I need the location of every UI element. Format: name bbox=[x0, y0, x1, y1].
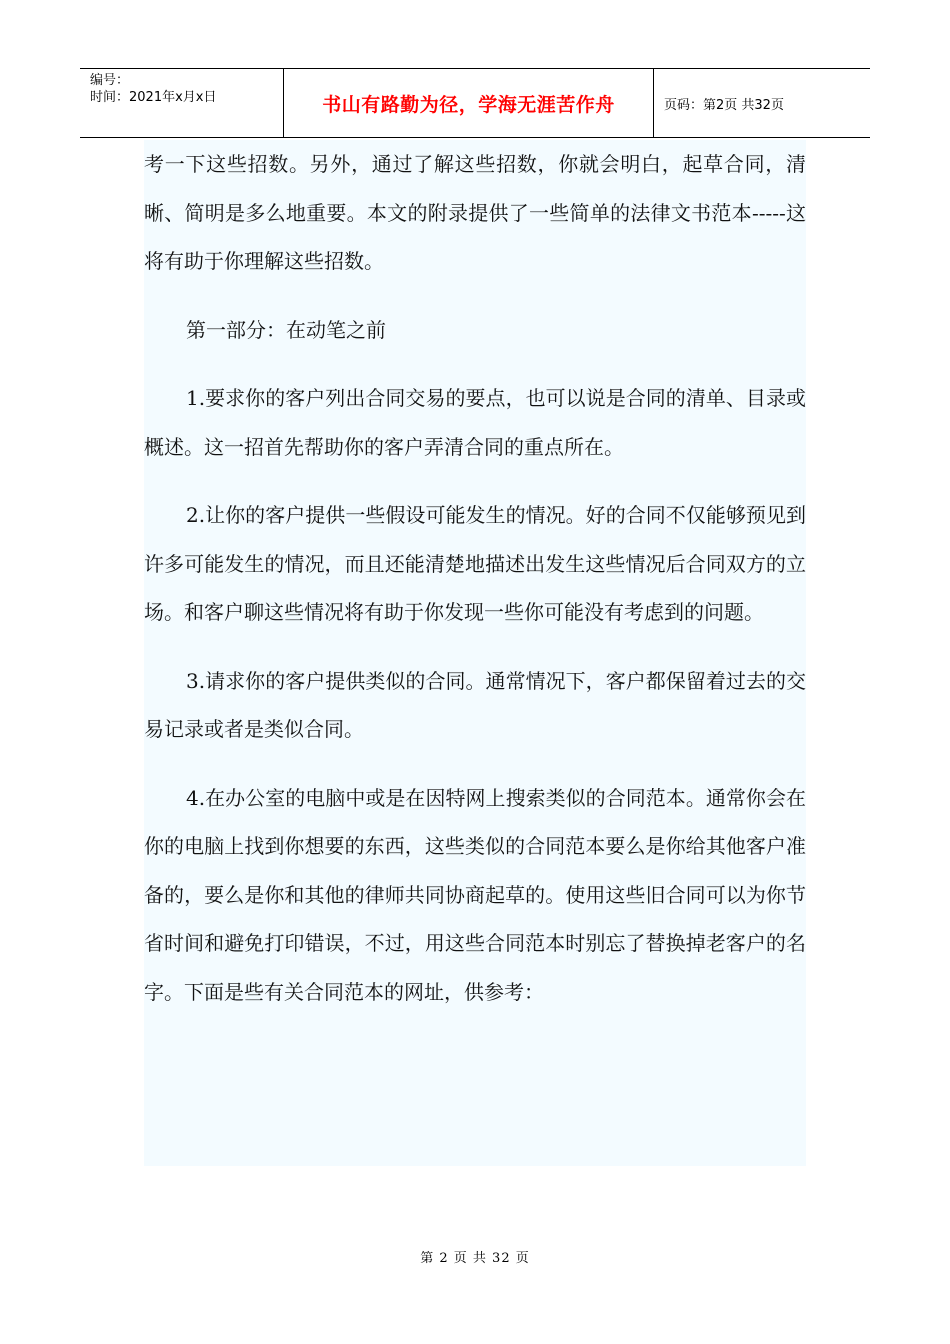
motto-text: 书山有路勤为径，学海无涯苦作舟 bbox=[322, 93, 615, 116]
paragraph-continuation: 考一下这些招数。另外，通过了解这些招数，你就会明白，起草合同，清晰、简明是多么地重要。本文的附录提供了一些简单的法律文书范本-----这将有助于你理解这些招数。 bbox=[144, 152, 806, 273]
page-footer: 第 2 页 共 32 页 bbox=[420, 1251, 530, 1266]
header-table bbox=[80, 68, 870, 138]
paragraph-item-1: 1.要求你的客户列出合同交易的要点，也可以说是合同的清单、目录或概述。这一招首先帮助你的客户弄清合同的重点所在。 bbox=[144, 386, 806, 459]
header-meta-cell bbox=[80, 69, 284, 137]
header-motto-cell bbox=[284, 69, 654, 137]
header-page-cell bbox=[654, 69, 870, 137]
time-label: 时间：2021年x月x日 bbox=[90, 90, 217, 105]
document-body bbox=[144, 140, 806, 1166]
page-info: 页码：第2页 共32页 bbox=[664, 97, 784, 113]
number-label: 编号： bbox=[90, 73, 130, 88]
paragraph-item-2: 2.让你的客户提供一些假设可能发生的情况。好的合同不仅能够预见到许多可能发生的情况，而且还能清楚地描述出发生这些情况后合同双方的立场。和客户聊这些情况将有助于你发现一些你可能没有考虑到的问题。 bbox=[144, 503, 806, 624]
paragraph-item-4: 4.在办公室的电脑中或是在因特网上搜索类似的合同范本。通常你会在你的电脑上找到你想要的东西，这些类似的合同范本要么是你给其他客户准备的，要么是你和其他的律师共同协商起草的。使用这些旧合同可以为你节省时间和避免打印错误，不过，用这些合同范本时别忘了替换掉老客户的名字。下面是些有关合同范本的网址，供参考： bbox=[144, 785, 806, 1004]
section-heading: 第一部分：在动笔之前 bbox=[186, 317, 386, 342]
paragraph-item-3: 3.请求你的客户提供类似的合同。通常情况下，客户都保留着过去的交易记录或者是类似合同。 bbox=[144, 668, 806, 741]
